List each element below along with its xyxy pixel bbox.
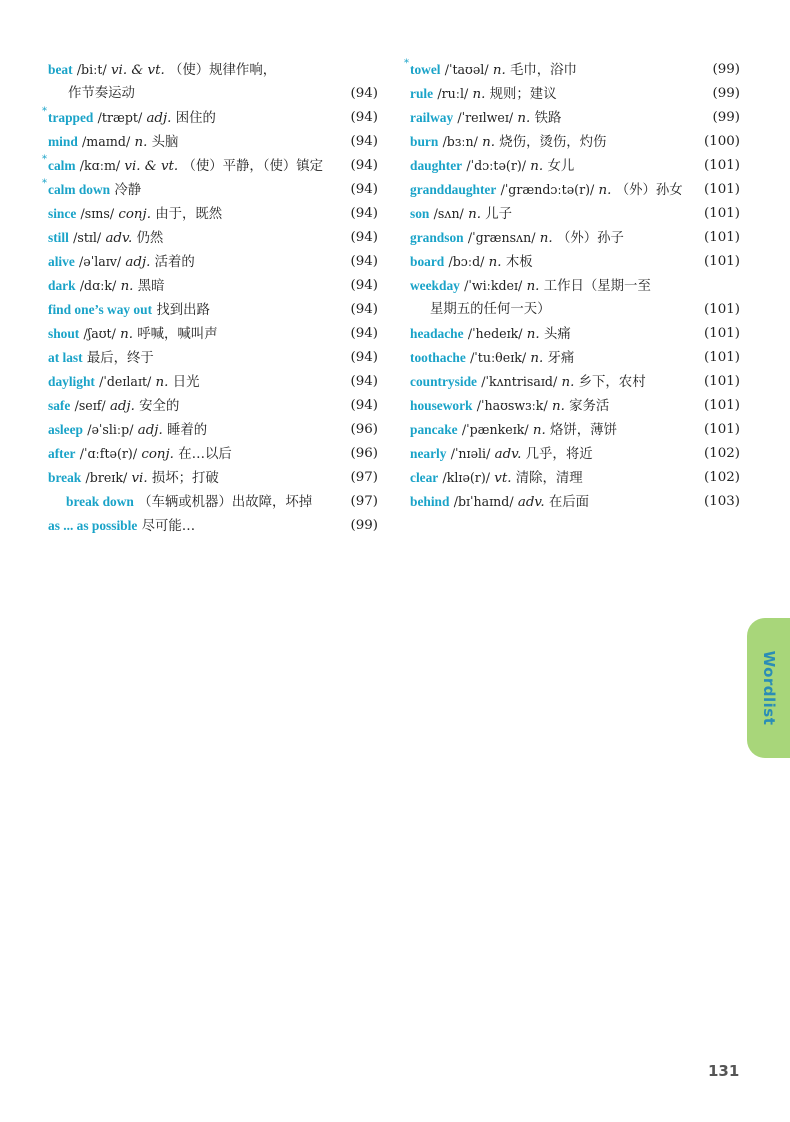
entry-part-of-speech: vi.	[131, 471, 148, 486]
entry-headword: towel	[410, 62, 441, 77]
entry-gloss-continued: 作节奏运动	[68, 86, 135, 101]
entry-page-ref: (101)	[703, 158, 740, 173]
wordlist-entry	[48, 58, 378, 82]
entry-gloss: 在后面	[548, 495, 590, 510]
entry-headword: at last	[48, 350, 83, 365]
entry-headword: since	[48, 206, 77, 221]
entry-part-of-speech: vi. & vt.	[124, 159, 179, 174]
entry-page-ref: (100)	[703, 134, 740, 149]
entry-page-ref: (94)	[350, 86, 378, 101]
entry-phonetic: /əˈlaɪv/	[79, 254, 122, 269]
wordlist-entry	[48, 490, 378, 514]
entry-headword: board	[410, 254, 445, 269]
entry-phonetic: /maɪnd/	[82, 134, 131, 149]
entry-headword: railway	[410, 110, 454, 125]
entry-part-of-speech: n.	[120, 327, 133, 342]
entry-gloss: 几乎，将近	[525, 447, 593, 462]
entry-gloss: 睡着的	[166, 423, 208, 438]
entry-headword: calm	[48, 158, 76, 173]
wordlist-entry	[48, 250, 378, 274]
entry-page-ref: (94)	[350, 302, 378, 317]
wordlist-entry	[48, 274, 378, 298]
entry-page-ref: (101)	[703, 398, 740, 413]
entry-headword: find one’s way out	[48, 302, 153, 317]
entry-gloss: 活着的	[154, 255, 195, 270]
entry-headword: safe	[48, 398, 71, 413]
entry-page-ref: (101)	[703, 422, 740, 437]
entry-gloss: 铁路	[534, 111, 562, 126]
entry-gloss: 烙饼，薄饼	[550, 423, 617, 438]
entry-headword: as ... as possible	[48, 518, 138, 533]
entry-gloss: 工作日（星期一至	[543, 279, 651, 294]
entry-page-ref: (94)	[350, 110, 378, 125]
entry-page-ref: (94)	[350, 254, 378, 269]
entry-phonetic: /klɪə(r)/	[442, 470, 490, 485]
wordlist-left-column	[42, 58, 378, 538]
entry-headword: break down	[66, 494, 134, 509]
entry-gloss: （使）规律作响，	[168, 63, 277, 78]
entry-gloss: 日光	[172, 375, 200, 390]
entry-headword: pancake	[410, 422, 458, 437]
entry-headword: son	[410, 206, 430, 221]
wordlist-entry	[410, 250, 740, 274]
entry-phonetic: /bɪˈhaɪnd/	[453, 494, 514, 509]
entry-phonetic: /dɑːk/	[79, 278, 117, 293]
wordlist-entry	[410, 154, 740, 178]
wordlist-entry	[48, 226, 378, 250]
entry-phonetic: /ˈhaʊswɜːk/	[476, 398, 548, 413]
entry-headword: shout	[48, 326, 80, 341]
wordlist-entry	[42, 178, 378, 202]
entry-headword: alive	[48, 254, 75, 269]
entry-phonetic: /ˈnɪəli/	[450, 446, 491, 461]
entry-page-ref: (96)	[350, 422, 378, 437]
entry-part-of-speech: n.	[526, 279, 540, 294]
entry-gloss: 毛巾，浴巾	[510, 63, 577, 78]
entry-page-ref: (94)	[350, 206, 378, 221]
entry-headword: asleep	[48, 422, 83, 437]
entry-phonetic: /ˈhedeɪk/	[467, 326, 523, 341]
entry-gloss: 头痛	[543, 327, 571, 342]
entry-part-of-speech: n.	[539, 231, 553, 246]
entry-gloss: 头脑	[151, 135, 179, 150]
entry-page-ref: (102)	[703, 470, 740, 485]
entry-gloss: 找到出路	[156, 303, 210, 318]
entry-part-of-speech: vi. & vt.	[110, 63, 165, 78]
entry-headword: grandson	[410, 230, 464, 245]
entry-part-of-speech: n.	[551, 399, 565, 414]
wordlist-entry	[410, 418, 740, 442]
entry-phonetic: /ˈpænkeɪk/	[461, 422, 529, 437]
entry-page-ref: (94)	[350, 374, 378, 389]
entry-part-of-speech: n.	[488, 255, 502, 270]
star-marker-icon: *	[42, 178, 47, 189]
entry-part-of-speech: adj.	[146, 111, 172, 126]
entry-headword: after	[48, 446, 76, 461]
entry-part-of-speech: adj.	[125, 255, 151, 270]
entry-page-ref: (94)	[350, 350, 378, 365]
wordlist-entry	[48, 130, 378, 154]
wordlist-entry	[48, 418, 378, 442]
entry-gloss: 损坏；打破	[151, 471, 219, 486]
entry-part-of-speech: adv.	[517, 495, 545, 510]
entry-gloss: 儿子	[485, 207, 513, 222]
entry-gloss: 由于，既然	[155, 207, 223, 222]
entry-gloss: 木板	[505, 255, 533, 270]
wordlist-entry	[410, 298, 740, 322]
entry-phonetic: /ˈgrænsʌn/	[467, 230, 536, 245]
wordlist-right-column	[404, 58, 740, 514]
entry-page-ref: (94)	[350, 134, 378, 149]
entry-gloss: （外）孙子	[556, 231, 624, 246]
entry-gloss: （车辆或机器）出故障，坏掉	[138, 495, 313, 510]
wordlist-entry	[410, 394, 740, 418]
wordlist-entry	[410, 82, 740, 106]
entry-phonetic: /ʃaʊt/	[83, 326, 116, 341]
page-number: 131	[708, 1062, 740, 1080]
entry-gloss: 牙痛	[547, 351, 575, 366]
entry-part-of-speech: n.	[526, 327, 540, 342]
entry-part-of-speech: adj.	[109, 399, 135, 414]
entry-headword: calm down	[48, 182, 111, 197]
side-tab-label: Wordlist	[759, 650, 778, 726]
entry-page-ref: (101)	[703, 206, 740, 221]
wordlist-entry	[48, 442, 378, 466]
entry-gloss: 在…以后	[178, 447, 232, 462]
entry-phonetic: /əˈsliːp/	[87, 422, 134, 437]
entry-gloss: 烧伤，烫伤，灼伤	[499, 135, 607, 150]
entry-page-ref: (99)	[350, 518, 378, 533]
entry-gloss: 黑暗	[137, 279, 165, 294]
star-marker-icon: *	[404, 58, 409, 69]
entry-page-ref: (99)	[712, 62, 740, 77]
entry-headword: nearly	[410, 446, 447, 461]
entry-headword: burn	[410, 134, 439, 149]
entry-page-ref: (101)	[703, 230, 740, 245]
entry-part-of-speech: adv.	[105, 231, 133, 246]
entry-gloss: 仍然	[136, 231, 164, 246]
entry-page-ref: (97)	[350, 494, 378, 509]
entry-phonetic: /breɪk/	[85, 470, 128, 485]
entry-headword: trapped	[48, 110, 94, 125]
wordlist-side-tab[interactable]	[747, 618, 790, 758]
star-marker-icon: *	[42, 154, 47, 165]
star-marker-icon: *	[42, 106, 47, 117]
wordlist-entry	[410, 178, 740, 202]
entry-phonetic: /ˈreɪlweɪ/	[457, 110, 514, 125]
entry-gloss: 冷静	[114, 183, 142, 198]
wordlist-entry	[48, 346, 378, 370]
entry-phonetic: /seɪf/	[74, 398, 106, 413]
entry-headword: toothache	[410, 350, 466, 365]
entry-headword: daughter	[410, 158, 463, 173]
wordlist-entry	[42, 106, 378, 130]
entry-page-ref: (94)	[350, 230, 378, 245]
wordlist-entry	[42, 154, 378, 178]
entry-headword: daylight	[48, 374, 95, 389]
entry-headword: behind	[410, 494, 450, 509]
entry-gloss: 呼喊，喊叫声	[137, 327, 218, 342]
wordlist-entry	[410, 106, 740, 130]
wordlist-entry	[410, 274, 740, 298]
entry-headword: dark	[48, 278, 76, 293]
entry-page-ref: (101)	[703, 350, 740, 365]
entry-headword: clear	[410, 470, 439, 485]
entry-page-ref: (101)	[703, 302, 740, 317]
entry-phonetic: /ˈgrændɔːtə(r)/	[500, 182, 595, 197]
entry-phonetic: /sʌn/	[433, 206, 464, 221]
entry-page-ref: (94)	[350, 182, 378, 197]
entry-part-of-speech: vt.	[494, 471, 512, 486]
entry-gloss: 困住的	[175, 111, 216, 126]
wordlist-entry	[410, 370, 740, 394]
entry-phonetic: /bɔːd/	[448, 254, 485, 269]
entry-headword: countryside	[410, 374, 477, 389]
entry-part-of-speech: n.	[598, 183, 612, 198]
wordlist-entry	[410, 202, 740, 226]
entry-phonetic: /biːt/	[76, 62, 107, 77]
entry-page-ref: (99)	[712, 86, 740, 101]
entry-part-of-speech: n.	[532, 423, 546, 438]
entry-page-ref: (101)	[703, 326, 740, 341]
entry-part-of-speech: n.	[492, 63, 506, 78]
wordlist-entry	[410, 322, 740, 346]
entry-part-of-speech: n.	[468, 207, 481, 222]
entry-headword: mind	[48, 134, 78, 149]
entry-headword: headache	[410, 326, 464, 341]
entry-part-of-speech: adv.	[494, 447, 522, 462]
entry-gloss: 尽可能…	[141, 519, 196, 534]
entry-page-ref: (99)	[712, 110, 740, 125]
entry-headword: still	[48, 230, 69, 245]
entry-page-ref: (94)	[350, 326, 378, 341]
entry-phonetic: /sɪns/	[80, 206, 115, 221]
entry-phonetic: /bɜːn/	[442, 134, 478, 149]
entry-page-ref: (101)	[703, 374, 740, 389]
entry-gloss: 安全的	[139, 399, 180, 414]
entry-gloss: 清除，清理	[515, 471, 583, 486]
entry-phonetic: /ˈkʌntrisaɪd/	[481, 374, 558, 389]
entry-gloss: 最后，终于	[86, 351, 154, 366]
entry-gloss: 家务活	[569, 399, 610, 414]
entry-page-ref: (94)	[350, 278, 378, 293]
entry-part-of-speech: n.	[530, 159, 544, 174]
entry-gloss-continued: 星期五的任何一天）	[430, 302, 551, 317]
entry-headword: granddaughter	[410, 182, 497, 197]
wordlist-entry	[48, 298, 378, 322]
entry-page-ref: (94)	[350, 158, 378, 173]
entry-gloss: 乡下，农村	[578, 375, 646, 390]
entry-page-ref: (101)	[703, 254, 740, 269]
entry-headword: beat	[48, 62, 73, 77]
entry-phonetic: /ˈwiːkdeɪ/	[464, 278, 523, 293]
wordlist-entry	[410, 442, 740, 466]
entry-gloss: 女儿	[547, 159, 575, 174]
entry-gloss: （外）孙女	[615, 183, 683, 198]
entry-part-of-speech: n.	[530, 351, 544, 366]
entry-phonetic: /ˈtuːθeɪk/	[470, 350, 527, 365]
entry-part-of-speech: n.	[120, 279, 134, 294]
entry-phonetic: /ruːl/	[437, 86, 469, 101]
entry-phonetic: /ˈtaʊəl/	[444, 62, 489, 77]
wordlist-entry	[48, 370, 378, 394]
entry-part-of-speech: n.	[561, 375, 575, 390]
entry-gloss: （使）平静，（使）镇定	[182, 159, 324, 174]
entry-phonetic: /ˈɑːftə(r)/	[79, 446, 138, 461]
wordlist-entry	[48, 394, 378, 418]
entry-part-of-speech: conj.	[141, 447, 174, 462]
entry-page-ref: (102)	[703, 446, 740, 461]
entry-page-ref: (101)	[703, 182, 740, 197]
wordlist-entry	[404, 58, 740, 82]
wordlist-entry	[48, 514, 378, 538]
wordlist-entry	[410, 226, 740, 250]
wordlist-entry	[48, 82, 378, 106]
entry-part-of-speech: n.	[134, 135, 148, 150]
wordlist-entry	[48, 466, 378, 490]
entry-page-ref: (103)	[703, 494, 740, 509]
wordlist-entry	[410, 130, 740, 154]
entry-phonetic: /ˈdɔːtə(r)/	[466, 158, 527, 173]
entry-part-of-speech: n.	[517, 111, 531, 126]
entry-headword: rule	[410, 86, 434, 101]
wordlist-entry	[48, 202, 378, 226]
entry-part-of-speech: conj.	[118, 207, 151, 222]
entry-part-of-speech: n.	[155, 375, 169, 390]
entry-headword: weekday	[410, 278, 460, 293]
entry-headword: break	[48, 470, 82, 485]
entry-gloss: 规则；建议	[489, 87, 557, 102]
entry-part-of-speech: n.	[482, 135, 496, 150]
entry-page-ref: (94)	[350, 398, 378, 413]
entry-page-ref: (96)	[350, 446, 378, 461]
wordlist-entry	[410, 490, 740, 514]
wordlist-entry	[48, 322, 378, 346]
entry-phonetic: /ˈdeɪlaɪt/	[99, 374, 152, 389]
entry-headword: housework	[410, 398, 473, 413]
entry-phonetic: /træpt/	[97, 110, 143, 125]
wordlist-entry	[410, 346, 740, 370]
entry-page-ref: (97)	[350, 470, 378, 485]
wordlist-entry	[410, 466, 740, 490]
entry-phonetic: /kɑːm/	[79, 158, 121, 173]
entry-phonetic: /stɪl/	[73, 230, 102, 245]
entry-part-of-speech: adj.	[137, 423, 163, 438]
entry-part-of-speech: n.	[472, 87, 486, 102]
